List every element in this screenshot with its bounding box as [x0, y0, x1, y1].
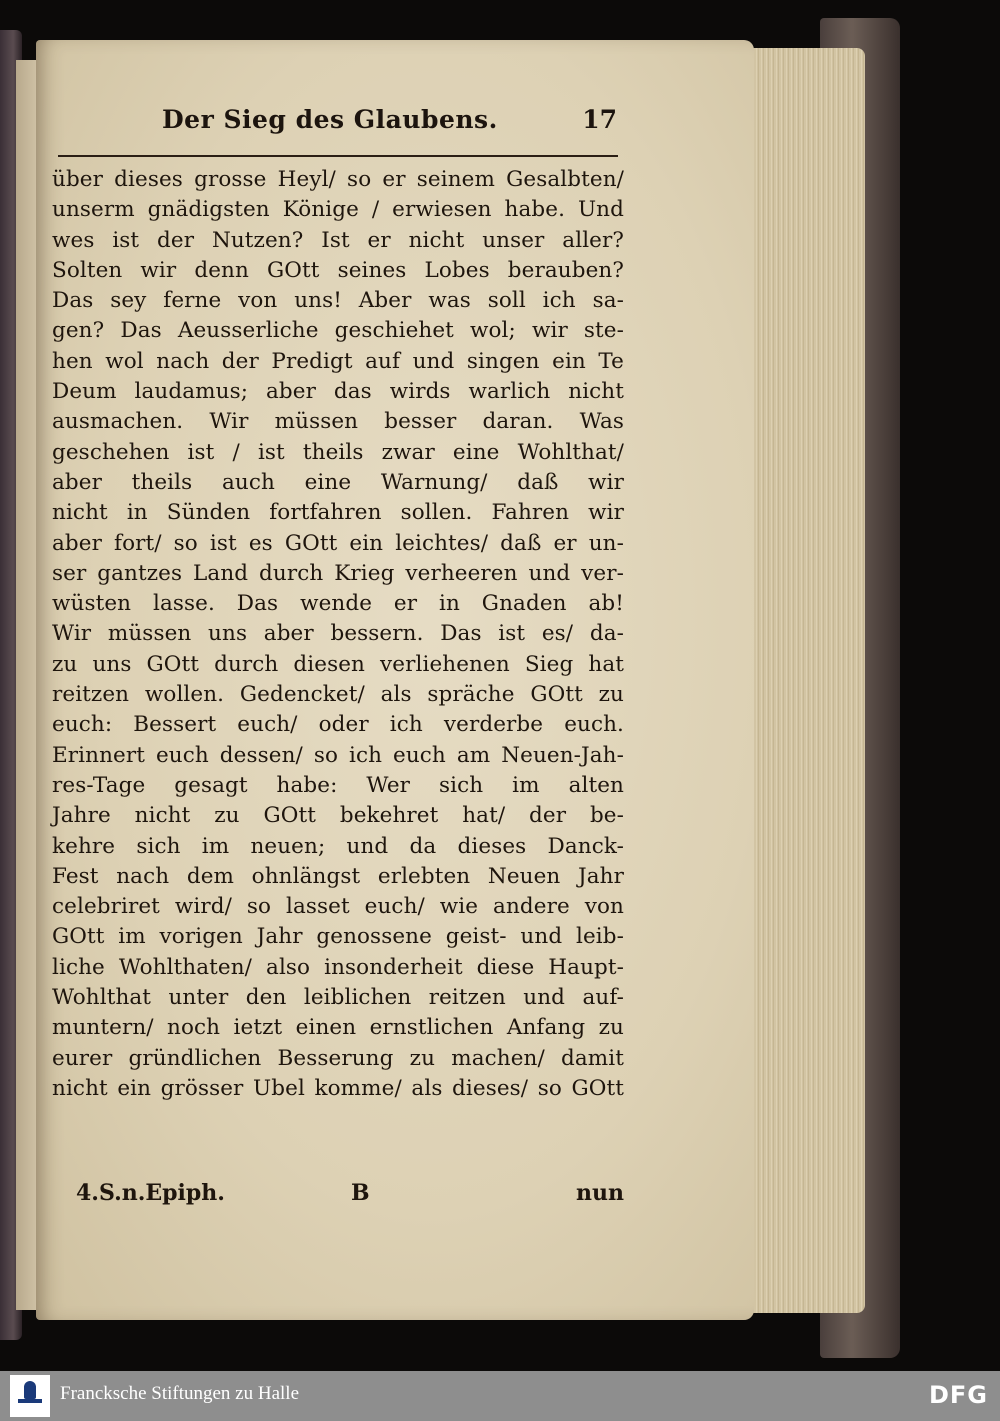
text-line: nicht ein grösser Ubel komme/ als dieses/ so GOtt [52, 1075, 624, 1101]
text-line: Das sey ferne von uns! Aber was soll ich sa- [52, 288, 624, 314]
text-line: Solten wir denn GOtt seines Lobes berauben? [52, 257, 624, 283]
dfg-logo[interactable]: DFG [928, 1381, 988, 1409]
text-line: ser gantzes Land durch Krieg verheeren und ver- [52, 560, 624, 586]
text-line: eurer gründlichen Besserung zu machen/ damit [52, 1045, 624, 1071]
text-line: ausmachen. Wir müssen besser daran. Was [52, 409, 624, 435]
text-line: Deum laudamus; aber das wirds warlich nicht [52, 379, 624, 405]
text-line: aber fort/ so ist es GOtt ein leichtes/ daß er un- [52, 530, 624, 556]
text-line: wes ist der Nutzen? Ist er nicht unser aller? [52, 227, 624, 253]
signature-line: 4.S.n.Epiph. [76, 1180, 225, 1206]
text-line: Erinnert euch dessen/ so ich euch am Neuen-Jah- [52, 742, 624, 768]
text-line: Wir müssen uns aber bessern. Das ist es/ da- [52, 621, 624, 647]
text-line: muntern/ noch ietzt einen ernstlichen Anfang zu [52, 1015, 624, 1041]
institution-logo-icon[interactable] [10, 1375, 50, 1417]
text-line: zu uns GOtt durch diesen verliehenen Sieg hat [52, 651, 624, 677]
text-line: hen wol nach der Predigt auf und singen ein Te [52, 348, 624, 374]
text-line: wüsten lasse. Das wende er in Gnaden ab! [52, 591, 624, 617]
institution-name[interactable]: Francksche Stiftungen zu Halle [60, 1383, 300, 1404]
text-line: Fest nach dem ohnlängst erlebten Neuen Jahr [52, 863, 624, 889]
catchword: nun [576, 1180, 624, 1206]
text-line: GOtt im vorigen Jahr genossene geist- und leib- [52, 924, 624, 950]
text-line: celebriret wird/ so lasset euch/ wie andere von [52, 894, 624, 920]
text-line: über dieses grosse Heyl/ so er seinem Gesalbten/ [52, 167, 624, 192]
text-line: Wohlthat unter den leiblichen reitzen und auf- [52, 985, 624, 1011]
running-title: Der Sieg des Glaubens. [162, 105, 498, 134]
logo-base-icon [18, 1399, 42, 1403]
header-rule [58, 155, 618, 157]
page-footer [76, 1180, 624, 1214]
text-line: res-Tage gesagt habe: Wer sich im alten [52, 772, 624, 798]
text-line: reitzen wollen. Gedencket/ als spräche GOtt zu [52, 682, 624, 708]
page-block-edges [745, 48, 865, 1313]
text-line: kehre sich im neuen; und da dieses Danck- [52, 833, 624, 859]
text-line: Jahre nicht zu GOtt bekehret hat/ der be- [52, 803, 624, 829]
viewer-bottom-bar [0, 1371, 1000, 1421]
body-text [52, 165, 624, 1104]
page-number: 17 [582, 105, 617, 134]
text-line: unserm gnädigsten Könige / erwiesen habe. Und [52, 197, 624, 223]
text-line: liche Wohlthaten/ also insonderheit diese Haupt- [52, 954, 624, 980]
text-line: geschehen ist / ist theils zwar eine Wohlthat/ [52, 439, 624, 465]
text-line: aber theils auch eine Warnung/ daß wir [52, 469, 624, 495]
logo-figure-icon [24, 1381, 36, 1399]
text-line: euch: Bessert euch/ oder ich verderbe euch. [52, 712, 624, 738]
page-header [50, 105, 625, 145]
sheet-mark: B [351, 1180, 370, 1206]
text-line: gen? Das Aeusserliche geschiehet wol; wir ste- [52, 318, 624, 344]
text-line: nicht in Sünden fortfahren sollen. Fahren wir [52, 500, 624, 526]
